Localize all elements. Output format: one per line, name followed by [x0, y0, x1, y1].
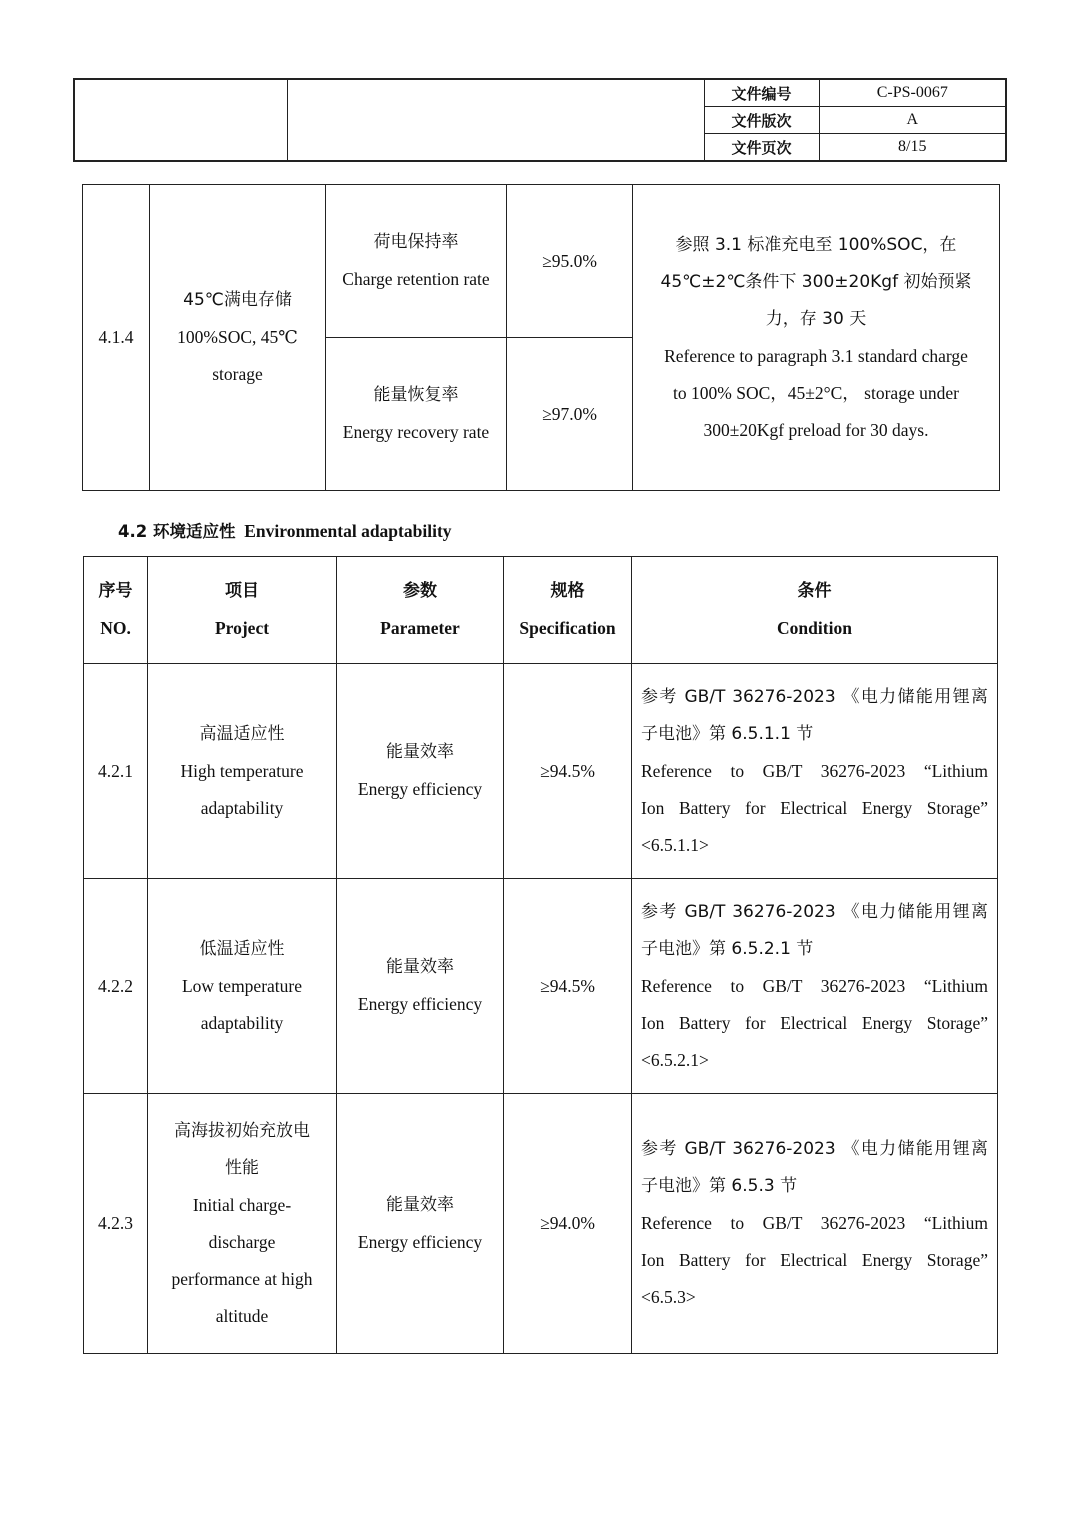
row-project: 高海拔初始充放电 性能 Initial charge- discharge performance at high altitude: [148, 1094, 337, 1354]
param-zh: 能量恢复率: [373, 385, 459, 405]
condition-en-3: 300±20Kgf preload for 30 days.: [703, 419, 929, 440]
row-number: 4.2.3: [84, 1094, 148, 1354]
environmental-adaptability-table: [83, 556, 998, 1354]
row-parameter: 能量效率 Energy efficiency: [337, 664, 504, 879]
test-item-en-1: 100%SOC, 45℃: [177, 327, 298, 347]
table-header-row: [84, 557, 998, 664]
header-parameter: 参数 Parameter: [337, 557, 504, 664]
row-number: 4.2.1: [84, 664, 148, 879]
spec-charge-retention: ≥95.0%: [507, 185, 633, 338]
param-en: Energy recovery rate: [342, 422, 490, 442]
header-project: 项目 Project: [148, 557, 337, 664]
param-en: Charge retention rate: [342, 269, 490, 289]
test-item: [150, 185, 326, 491]
row-parameter: 能量效率 Energy efficiency: [337, 1094, 504, 1354]
condition-zh-2: 45℃±2℃条件下 300±20Kgf 初始预紧: [660, 271, 972, 292]
test-item-en-2: storage: [212, 364, 263, 384]
table-row: [84, 1094, 998, 1354]
row-condition: 参考 GB/T 36276-2023 《电力储能用锂离 子电池》第 6.5.2.1 节 Reference to GB/T 36276-2023 “Lithium Ion Battery for Electrical Energy Storage” <6.5.2.1>: [632, 879, 998, 1094]
condition-en-2: to 100% SOC，45±2°C， storage under: [673, 382, 959, 403]
row-specification: ≥94.5%: [504, 664, 632, 879]
doc-revision-value: A: [819, 107, 1006, 134]
header-specification: 规格 Specification: [504, 557, 632, 664]
header-condition: 条件 Condition: [632, 557, 998, 664]
spec-energy-recovery: ≥97.0%: [507, 338, 633, 491]
row-parameter: 能量效率 Energy efficiency: [337, 879, 504, 1094]
section-heading: [118, 518, 452, 542]
param-zh: 荷电保持率: [373, 232, 459, 252]
doc-revision-label: 文件版次: [704, 107, 819, 134]
section-number-zh: 4.2 环境适应性: [118, 522, 236, 541]
storage-test-table: [82, 184, 1000, 491]
test-item-zh: 45℃满电存储: [183, 290, 292, 310]
doc-number-value: C-PS-0067: [819, 79, 1006, 107]
row-condition: 参考 GB/T 36276-2023 《电力储能用锂离 子电池》第 6.5.1.1 节 Reference to GB/T 36276-2023 “Lithium Ion Battery for Electrical Energy Storage” <6.5.1.1>: [632, 664, 998, 879]
row-specification: ≥94.0%: [504, 1094, 632, 1354]
param-energy-recovery: [326, 338, 507, 491]
condition-zh-3: 力，存 30 天: [765, 308, 867, 329]
row-project: 低温适应性 Low temperature adaptability: [148, 879, 337, 1094]
document-header-table: [73, 78, 1007, 162]
row-number: 4.2.2: [84, 879, 148, 1094]
doc-page-label: 文件页次: [704, 134, 819, 162]
table-row: [84, 664, 998, 879]
doc-page-value: 8/15: [819, 134, 1006, 162]
row-specification: ≥94.5%: [504, 879, 632, 1094]
header-logo-cell: [74, 79, 287, 161]
condition-zh-1: 参照 3.1 标准充电至 100%SOC，在: [675, 234, 957, 255]
test-condition: [633, 185, 1000, 491]
condition-en-1: Reference to paragraph 3.1 standard charge: [664, 345, 968, 366]
header-title-cell: [287, 79, 704, 161]
table-row: [84, 879, 998, 1094]
param-charge-retention: [326, 185, 507, 338]
row-project: 高温适应性 High temperature adaptability: [148, 664, 337, 879]
section-title-en: Environmental adaptability: [244, 521, 452, 541]
doc-number-label: 文件编号: [704, 79, 819, 107]
row-condition: 参考 GB/T 36276-2023 《电力储能用锂离 子电池》第 6.5.3 节 Reference to GB/T 36276-2023 “Lithium Ion Battery for Electrical Energy Storage” <6.5.3>: [632, 1094, 998, 1354]
header-no: 序号 NO.: [84, 557, 148, 664]
test-number: 4.1.4: [83, 185, 150, 491]
